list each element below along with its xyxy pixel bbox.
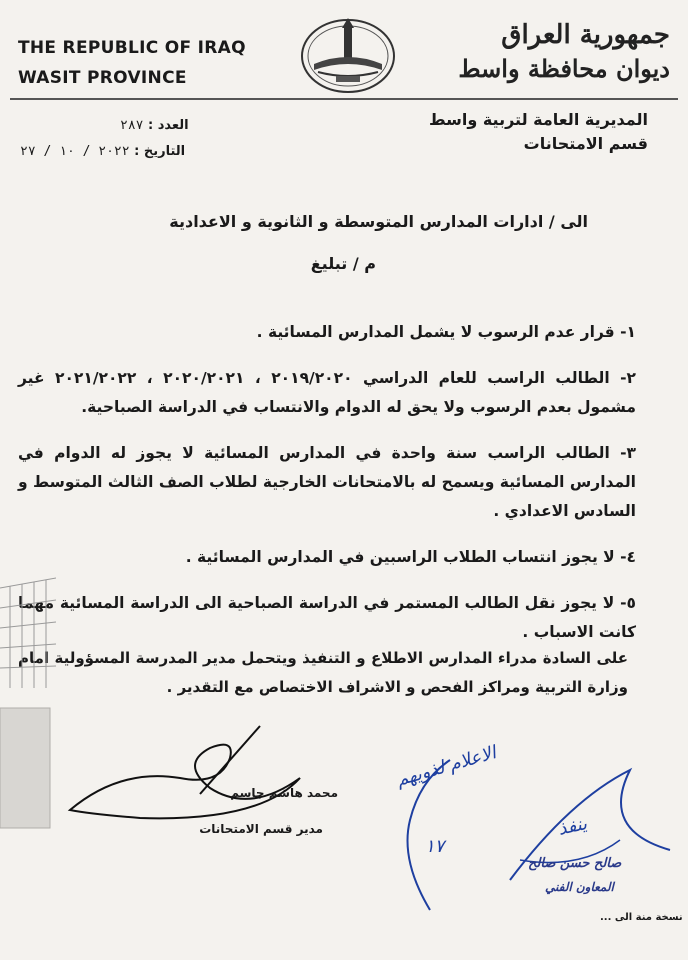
instruction-item-1: ١- قرار عدم الرسوب لا يشمل المدارس المسائية .	[256, 323, 636, 341]
addressee-line: الى / ادارات المدارس المتوسطة و الثانوية و الاعدادية	[169, 212, 588, 231]
header-en-province: WASIT PROVINCE	[18, 68, 187, 88]
assistant-signatory-title: المعاون الفني	[545, 880, 614, 894]
number-label: العدد :	[148, 118, 189, 133]
header-divider	[10, 98, 678, 100]
directorate-name: المديرية العامة لتربية واسط	[428, 110, 648, 129]
copy-to-line: نسخة منة الى ...	[600, 912, 683, 923]
signatory-title: مدير قسم الامتحانات	[199, 822, 323, 836]
date-value: ٢٠٢٢ / ١٠ / ٢٧	[20, 144, 130, 159]
reference-number	[120, 118, 189, 133]
instruction-item-2: ٢- الطالب الراسب للعام الدراسي ٢٠١٩/٢٠٢٠ ، ٢٠٢٠/٢٠٢١ ، ٢٠٢١/٢٠٢٢ غير مشمول بعدم الرسوب ولا يحق له الدوام والانتساب في الدراسة الصباحية.	[18, 369, 636, 416]
document-date	[20, 144, 185, 159]
handwritten-mark: ينفذ	[556, 813, 589, 840]
header-en-republic: THE REPUBLIC OF IRAQ	[18, 38, 246, 58]
instruction-list	[18, 318, 636, 664]
instruction-item-4: ٤- لا يجوز انتساب الطلاب الراسبين في المدارس المسائية .	[185, 548, 636, 566]
header-ar-republic: جمهورية العراق	[501, 20, 670, 50]
signatory-name: محمد هاشم جاسم	[230, 786, 338, 800]
handwritten-number: ١٧	[425, 836, 445, 857]
watermark-building-icon	[0, 568, 56, 858]
assistant-signatory-name: صالح حسن صالح	[528, 856, 622, 871]
handwritten-note: الاعلام لذويهم	[394, 742, 499, 791]
signature-scrawl-left	[60, 718, 320, 828]
header-ar-province: ديوان محافظة واسط	[458, 54, 670, 83]
date-label: التاريخ :	[134, 144, 186, 159]
number-value: ٢٨٧	[120, 118, 144, 133]
wasit-emblem-icon	[298, 10, 398, 96]
subject-line: م / تبليغ	[310, 254, 376, 273]
instruction-item-3: ٣- الطالب الراسب سنة واحدة في المدارس المسائية لا يجوز له الدوام في المدارس المسائية ويسمح له بالامتحانات الخارجية لطلاب الصف الثالث المتوسط و السادس الاعدادي .	[18, 444, 636, 520]
department-name: قسم الامتحانات	[523, 134, 648, 153]
closing-paragraph: على السادة مدراء المدارس الاطلاع و التنفيذ ويتحمل مدير المدرسة المسؤولية امام وزارة التربية ومراكز الفحص و الاشراف الاختصاص مع التقدير .	[18, 649, 628, 696]
instruction-item-5: ٥- لا يجوز نقل الطالب المستمر في الدراسة الصباحية الى الدراسة المسائية مهما كانت الاسباب .	[18, 594, 636, 641]
